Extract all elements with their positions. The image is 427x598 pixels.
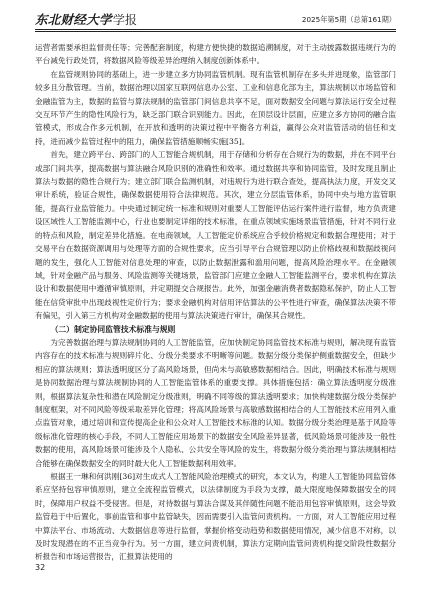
header-rule	[35, 29, 396, 30]
journal-logo-text: 东北财经大学	[35, 12, 112, 27]
running-header	[35, 8, 396, 32]
header-rule-thin	[35, 31, 396, 32]
article-body	[35, 41, 396, 564]
paragraph: 根据王一琳和何洪刚[36]对生成式人工智能风险治理模式的研究，本文认为，构建人工智能协同监管体系应坚持包容审慎原则，建立全流程监管模式，以法律制度为手段为支撑，最大限度地保障数据安全的同时，保障用户权益不受侵害。但是，对待数据与算法合谋及其伴随性问题不能沿用包容审慎原则，这会导致监管趋于中后置化，事前监管和事中监管缺失，因而需要引入监管问责机构。一方面，对人工智能应用过程中算法平台、市场流动、大数据信息等进行监督，掌握价格变动趋势和数据使用情况，减少信息不对称，以及时发现潜在的不正当竞争行为。另一方面，建立问责机制，算法方定期向监管问责机构提交阶段性数据分析报告和市场运营报告，汇报算法使用的	[35, 472, 396, 562]
issue-info: 2025年第5期（总第161期）	[301, 15, 396, 24]
journal-suffix: 学报	[112, 13, 137, 27]
journal-title	[35, 10, 137, 28]
paragraph: 首先，建立跨平台、跨部门的人工智能合规机制，用于存储和分析存在合规行为的数据，并在不同平台或部门间共享，提高数据与算法融合风险识别的准确性和效率。通过数据共享和协同监管，及时发现且制止算法与数据的隐性合规行为；建立部门联合监测机制，对违规行为进行联合查处，提高执法力度，开发交叉审计系统，验证合规性，确保数据使用符合法律规范。其次，建立分层监管体系，协同中央与地方监管职能，提高行业监管能力。中央通过制定统一标准和规则对重要人工智能评估运行案件进行监督，地方负责建设区域性人工智能监测中心，行业也要制定详细的技术标准，在重点领域实施场景监管措施，针对不同行业的特点和风险，制定差异化措施。在电商领域，人工智能定价系统应合乎较价格规定和数据合理使用；对于交易平台在数据资源调用与处理等方面的合规性要求，应当引导平台合规管理以防止价格歧视和数据歧视问题的发生，强化人工智能对信息处理的审查，以防止数据泄露和滥用问题，提高风险治理水平。在金融领域，针对金融产品与服务、风险监测等关键场景，监管部门应建立金融人工智能监测平台，要求机构在算法设计和数据使用中遵循审慎原则，并定期提交合规报告。此外，加强金融消费者数据隐私保护，防止人工智能在信贷审批中出现歧视性定价行为；要求金融机构对信用评估算法的公平性进行审查，确保算法决策不带有偏见，引入第三方机构对金融数据的使用与算法决策进行审计，确保其合规性。	[35, 150, 396, 321]
paragraph: 在监管规则协同的基础上，进一步建立多方协同监管机制。现有监管机制存在多头并进现象，监管部门较多且分散管理。当前，数据治理以国家互联网信息办公室、工业和信息化部为主，算法规制以市场监管和金融监管为主，数据的监管与算法规制的监管部门间信息共享不足，面对数据安全问题与算法运行安全过程交互环节产生的隐性风险行为，缺乏部门联合识别能力。因此，在顶层设计层面，应建立多方协同的融合监管模式，形成合作多元机制，在开放和透明的决策过程中平衡各方利益，赢得公众对监管活动的信任和支持，进而减少监管过程中的阻力，确保监管措施顺畅实施[35]。	[35, 69, 396, 146]
page-number: 32	[35, 563, 46, 572]
paragraph: 为完善数据治理与算法规制协同的人工智能监管，应加快制定协同监管技术标准与规则，解决现有监管内容存在的技术标准与规则碎片化、分级分类要求不明晰等问题。数据分级分类保护侧重数据安全，但缺少相应的算法规则；算法透明度区分了高风险场景，但尚未与高敏感数据相结合。因此，明确技术标准与规则是协同数据治理与算法规制协同的人工智能监管体系的重要支撑。具体措施包括：确立算法透明度分级准则，根据算法复杂性和潜在风险制定分级准则，明确不同等级的算法透明要求；加快构建数据分级分类保护制度框架，对不同风险等级采取差异化管理；将高风险场景与高敏感数据相结合的人工智能技术应用列入重点监管对象，通过培训和宣传提高企业和公众对人工智能技术标准的认知。数据分级分类治理是基于风险等级标准化管理的核心手段，不同人工智能应用场景下的数据安全风险差异显著，低风险场景可能涉及一般性数据的使用，高风险场景可能涉及个人隐私、公共安全等风险的发生，将数据分级分类治理与算法规制相结合能够在确保数据安全的同时最大化人工智能数据利用效率。	[35, 337, 396, 468]
paragraph: 运营者需要承担监督责任等；完善配套制度，构建方便快捷的数据追溯制度，对于主动披露数据违规行为的平台减免行政处罚，将数据风险等级差异治理纳入制度创新体系中。	[35, 43, 396, 66]
section-subheading: （二）制定协同监管技术标准与规则	[50, 324, 176, 334]
